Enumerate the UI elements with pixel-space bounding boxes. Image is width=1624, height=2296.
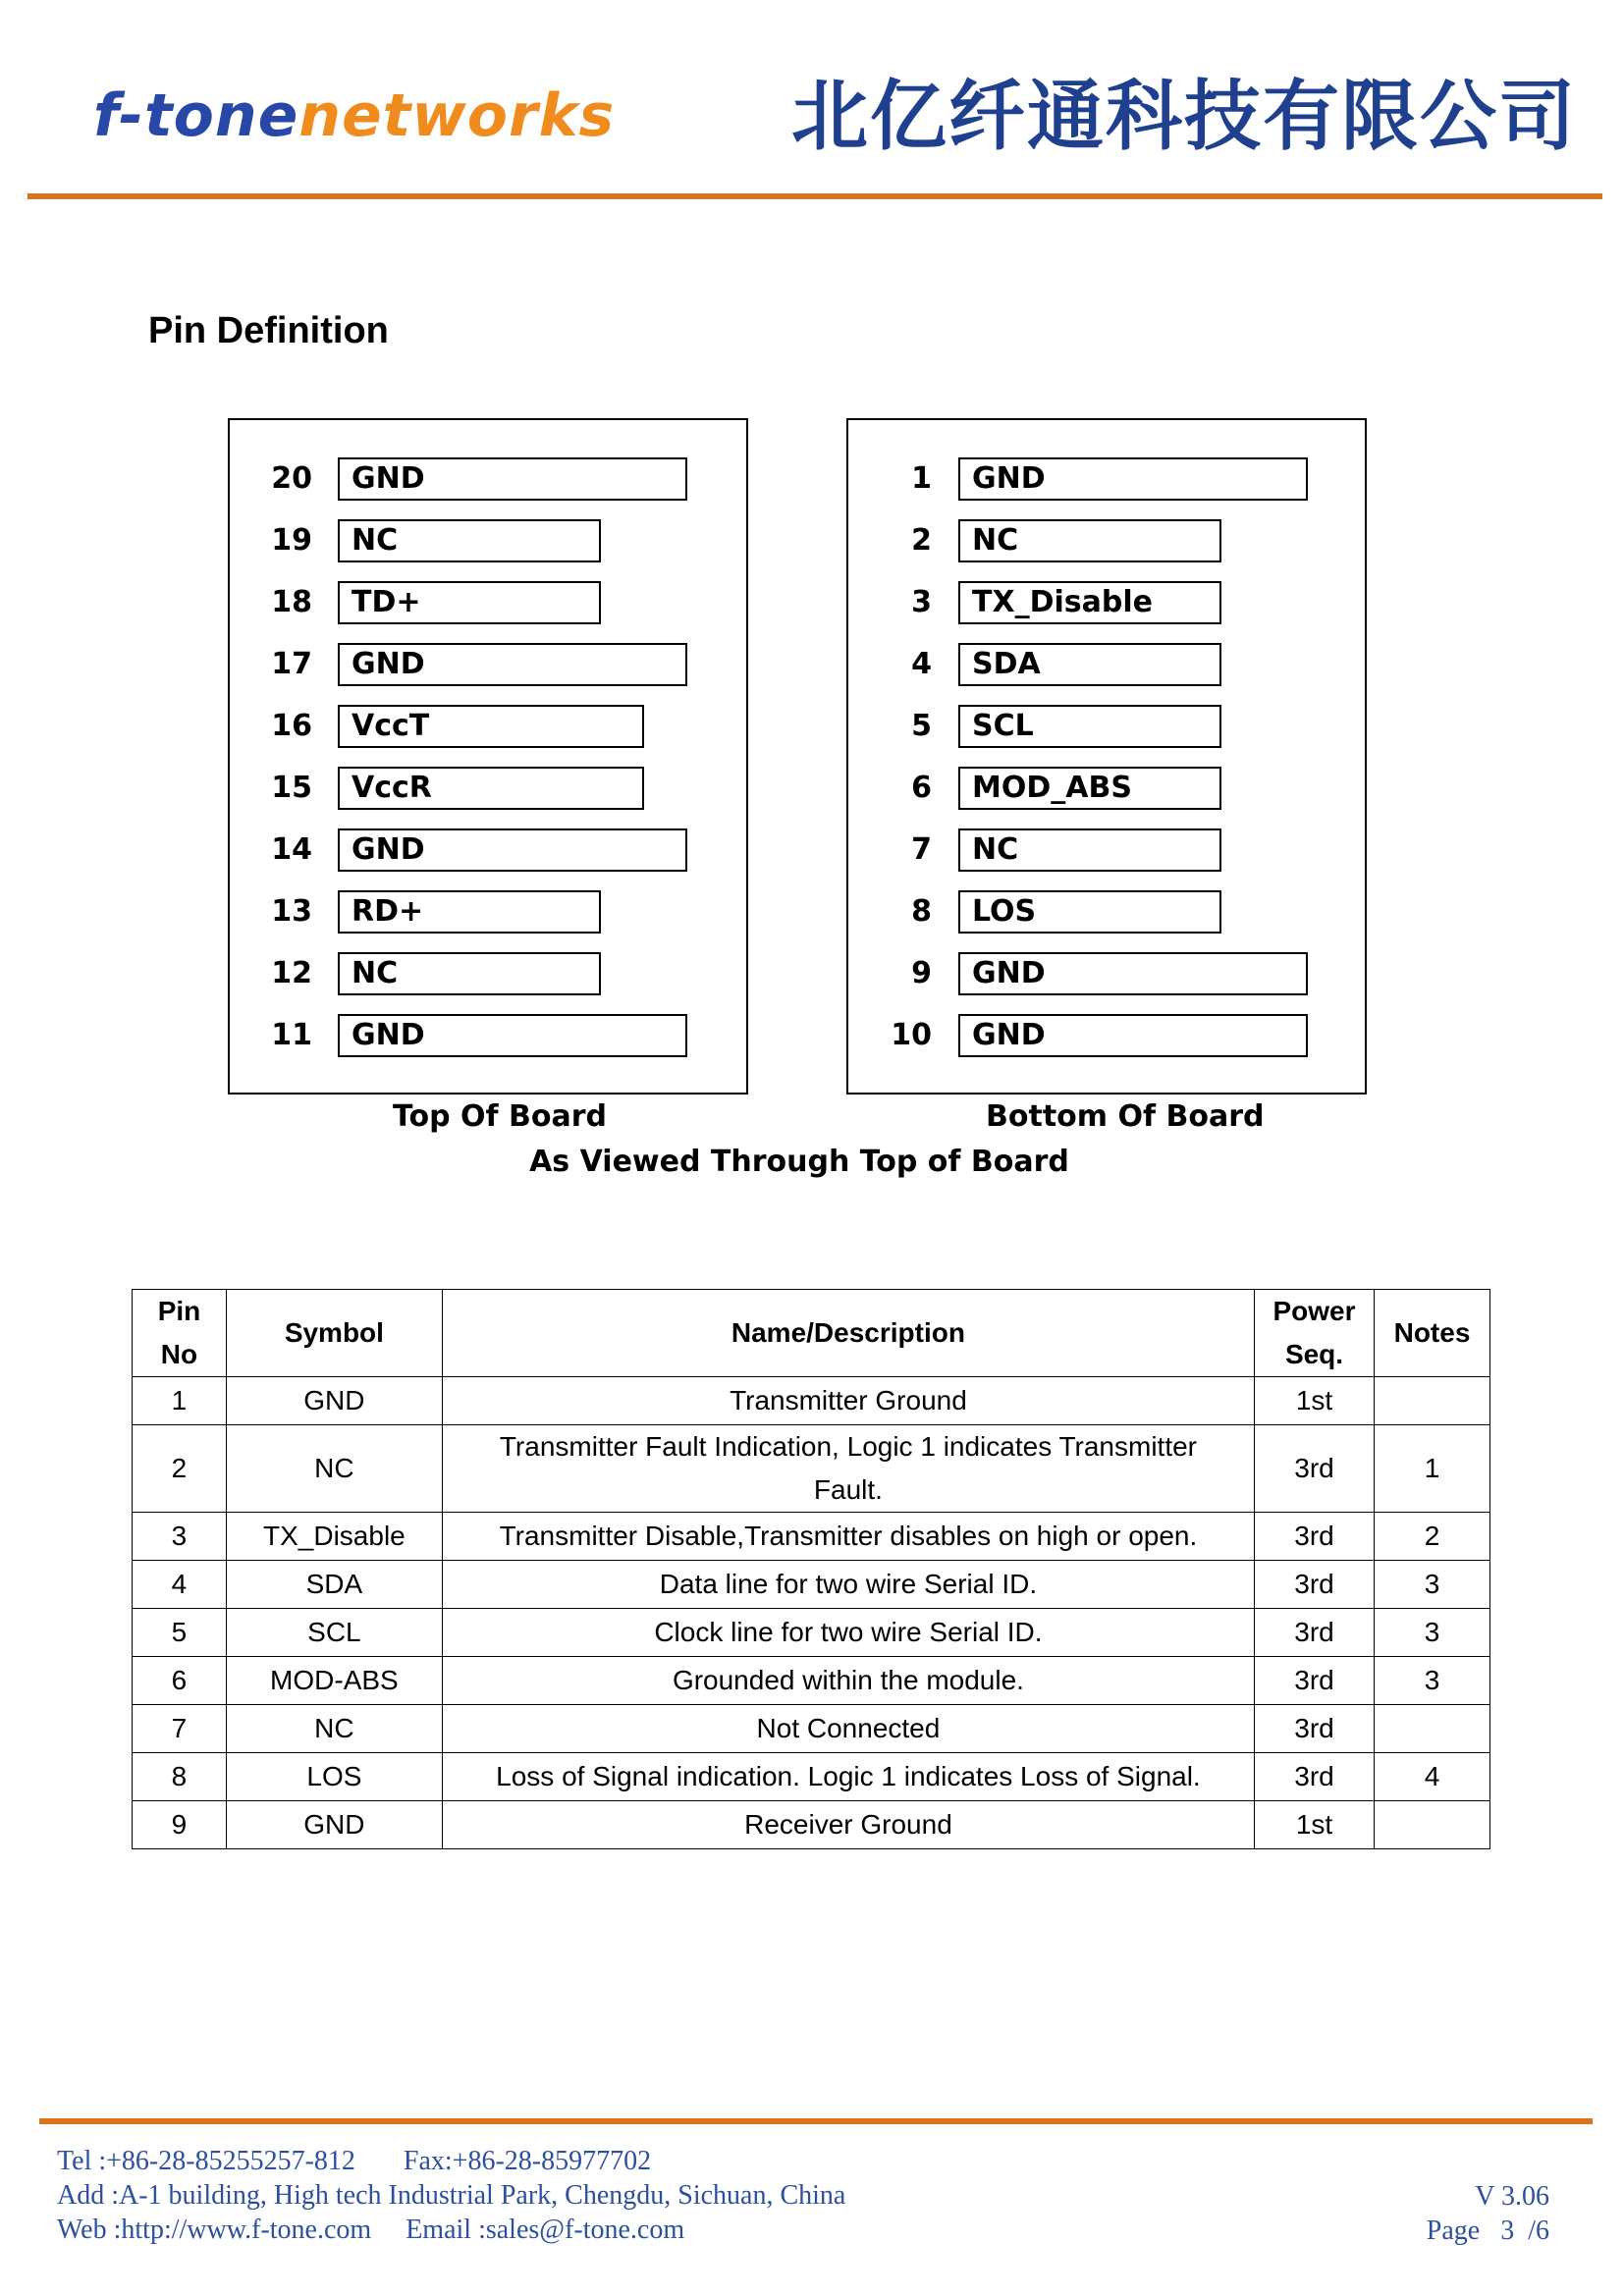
top-board-label: Top Of Board (393, 1099, 607, 1134)
pin-symbol-box: SCL (958, 705, 1221, 748)
cell-notes: 3 (1375, 1609, 1490, 1657)
cell-description: Data line for two wire Serial ID. (442, 1561, 1254, 1609)
cell-notes (1375, 1705, 1490, 1753)
pin-symbol-box: TX_Disable (958, 581, 1221, 624)
pin-number: 19 (271, 523, 312, 558)
pin-number: 3 (911, 585, 932, 619)
cell-symbol: GND (226, 1377, 442, 1425)
pin-symbol-box: NC (958, 828, 1221, 872)
cell-pin: 7 (133, 1705, 227, 1753)
pin-symbol-box: GND (958, 952, 1308, 995)
company-name-chinese: 北亿纤通科技有限公司 (790, 72, 1577, 161)
cell-symbol: MOD-ABS (226, 1657, 442, 1705)
cell-pin: 5 (133, 1609, 227, 1657)
table-row (133, 1657, 1490, 1705)
page-number: Page 3 /6 (1426, 2216, 1549, 2246)
pin-number: 18 (271, 585, 312, 619)
cell-symbol: NC (226, 1425, 442, 1513)
footer-web-link[interactable]: Web :http://www.f-tone.com (57, 2215, 372, 2245)
pin-number: 6 (911, 771, 932, 805)
table-row (133, 1705, 1490, 1753)
cell-symbol: GND (226, 1801, 442, 1849)
pin-symbol-box: SDA (958, 643, 1221, 686)
cell-symbol: NC (226, 1705, 442, 1753)
logo-text-ftone: f-tone (93, 81, 299, 150)
cell-power-seq: 3rd (1255, 1561, 1375, 1609)
cell-description: Transmitter Fault Indication, Logic 1 indicates Transmitter Fault. (442, 1425, 1254, 1513)
logo-text-networks: networks (298, 81, 616, 150)
pin-number: 4 (911, 647, 932, 681)
pin-symbol-box: NC (338, 519, 601, 562)
cell-notes: 2 (1375, 1513, 1490, 1561)
table-row (133, 1753, 1490, 1801)
pin-definition-table (132, 1289, 1490, 1849)
document-version: V 3.06 (1475, 2181, 1549, 2212)
header-pin-no: Pin No (133, 1290, 227, 1377)
cell-notes: 3 (1375, 1657, 1490, 1705)
pin-symbol-box: GND (338, 828, 687, 872)
pin-number: 2 (911, 523, 932, 558)
pin-number: 7 (911, 832, 932, 867)
pin-number: 8 (911, 894, 932, 929)
cell-notes (1375, 1801, 1490, 1849)
cell-pin: 9 (133, 1801, 227, 1849)
pin-symbol-box: GND (338, 457, 687, 501)
cell-power-seq: 3rd (1255, 1753, 1375, 1801)
cell-pin: 2 (133, 1425, 227, 1513)
cell-notes: 1 (1375, 1425, 1490, 1513)
pin-symbol-box: NC (958, 519, 1221, 562)
pin-symbol-box: VccR (338, 767, 644, 810)
pin-number: 17 (271, 647, 312, 681)
cell-description: Receiver Ground (442, 1801, 1254, 1849)
header-notes: Notes (1375, 1290, 1490, 1377)
pin-number: 5 (911, 709, 932, 743)
cell-description: Loss of Signal indication. Logic 1 indicates Loss of Signal. (442, 1753, 1254, 1801)
cell-description: Grounded within the module. (442, 1657, 1254, 1705)
footer-contact-line (57, 2144, 845, 2178)
pin-symbol-box: GND (338, 643, 687, 686)
pin-number: 20 (271, 461, 312, 496)
cell-description: Not Connected (442, 1705, 1254, 1753)
table-row (133, 1377, 1490, 1425)
cell-pin: 3 (133, 1513, 227, 1561)
page-footer (57, 2144, 845, 2247)
header-power-seq: Power Seq. (1255, 1290, 1375, 1377)
pin-number: 9 (911, 956, 932, 990)
cell-power-seq: 3rd (1255, 1513, 1375, 1561)
cell-notes: 4 (1375, 1753, 1490, 1801)
pin-number: 12 (271, 956, 312, 990)
footer-web-line (57, 2213, 845, 2247)
pin-symbol-box: NC (338, 952, 601, 995)
page-header (0, 0, 1624, 206)
top-board-diagram (228, 418, 748, 1095)
pin-symbol-box: MOD_ABS (958, 767, 1221, 810)
table-row (133, 1425, 1490, 1513)
cell-pin: 6 (133, 1657, 227, 1705)
pin-symbol-box: GND (338, 1014, 687, 1057)
footer-divider (39, 2118, 1593, 2124)
pin-number: 1 (911, 461, 932, 496)
table-header-row (133, 1290, 1490, 1377)
header-description: Name/Description (442, 1290, 1254, 1377)
footer-meta (1427, 2179, 1549, 2248)
pin-symbol-box: VccT (338, 705, 644, 748)
cell-description: Transmitter Disable,Transmitter disables on high or open. (442, 1513, 1254, 1561)
table-row (133, 1513, 1490, 1561)
cell-symbol: SDA (226, 1561, 442, 1609)
cell-power-seq: 1st (1255, 1377, 1375, 1425)
cell-power-seq: 3rd (1255, 1657, 1375, 1705)
pin-symbol-box: TD+ (338, 581, 601, 624)
cell-power-seq: 3rd (1255, 1425, 1375, 1513)
table-row (133, 1801, 1490, 1849)
cell-pin: 4 (133, 1561, 227, 1609)
bottom-board-label: Bottom Of Board (986, 1099, 1265, 1134)
pin-number: 15 (271, 771, 312, 805)
pin-symbol-box: GND (958, 457, 1308, 501)
bottom-board-diagram (846, 418, 1367, 1095)
pin-number: 13 (271, 894, 312, 929)
section-title: Pin Definition (148, 310, 389, 351)
cell-power-seq: 3rd (1255, 1609, 1375, 1657)
table-row (133, 1609, 1490, 1657)
footer-fax: Fax:+86-28-85977702 (403, 2146, 652, 2176)
pin-symbol-box: RD+ (338, 890, 601, 934)
diagram-caption: As Viewed Through Top of Board (529, 1145, 1069, 1179)
table-row (133, 1561, 1490, 1609)
cell-description: Transmitter Ground (442, 1377, 1254, 1425)
pin-number: 14 (271, 832, 312, 867)
cell-power-seq: 3rd (1255, 1705, 1375, 1753)
company-logo (93, 81, 616, 150)
header-divider (27, 193, 1602, 199)
cell-power-seq: 1st (1255, 1801, 1375, 1849)
cell-symbol: SCL (226, 1609, 442, 1657)
footer-tel: Tel :+86-28-85255257-812 (57, 2146, 355, 2176)
pin-number: 10 (891, 1018, 932, 1052)
cell-pin: 8 (133, 1753, 227, 1801)
cell-notes: 3 (1375, 1561, 1490, 1609)
cell-description: Clock line for two wire Serial ID. (442, 1609, 1254, 1657)
pin-symbol-box: LOS (958, 890, 1221, 934)
footer-address: Add :A-1 building, High tech Industrial Park, Chengdu, Sichuan, China (57, 2180, 846, 2211)
pin-number: 16 (271, 709, 312, 743)
footer-email-link[interactable]: Email :sales@f-tone.com (406, 2215, 685, 2245)
pin-number: 11 (271, 1018, 312, 1052)
cell-pin: 1 (133, 1377, 227, 1425)
cell-symbol: LOS (226, 1753, 442, 1801)
cell-notes (1375, 1377, 1490, 1425)
pin-symbol-box: GND (958, 1014, 1308, 1057)
header-symbol: Symbol (226, 1290, 442, 1377)
cell-symbol: TX_Disable (226, 1513, 442, 1561)
